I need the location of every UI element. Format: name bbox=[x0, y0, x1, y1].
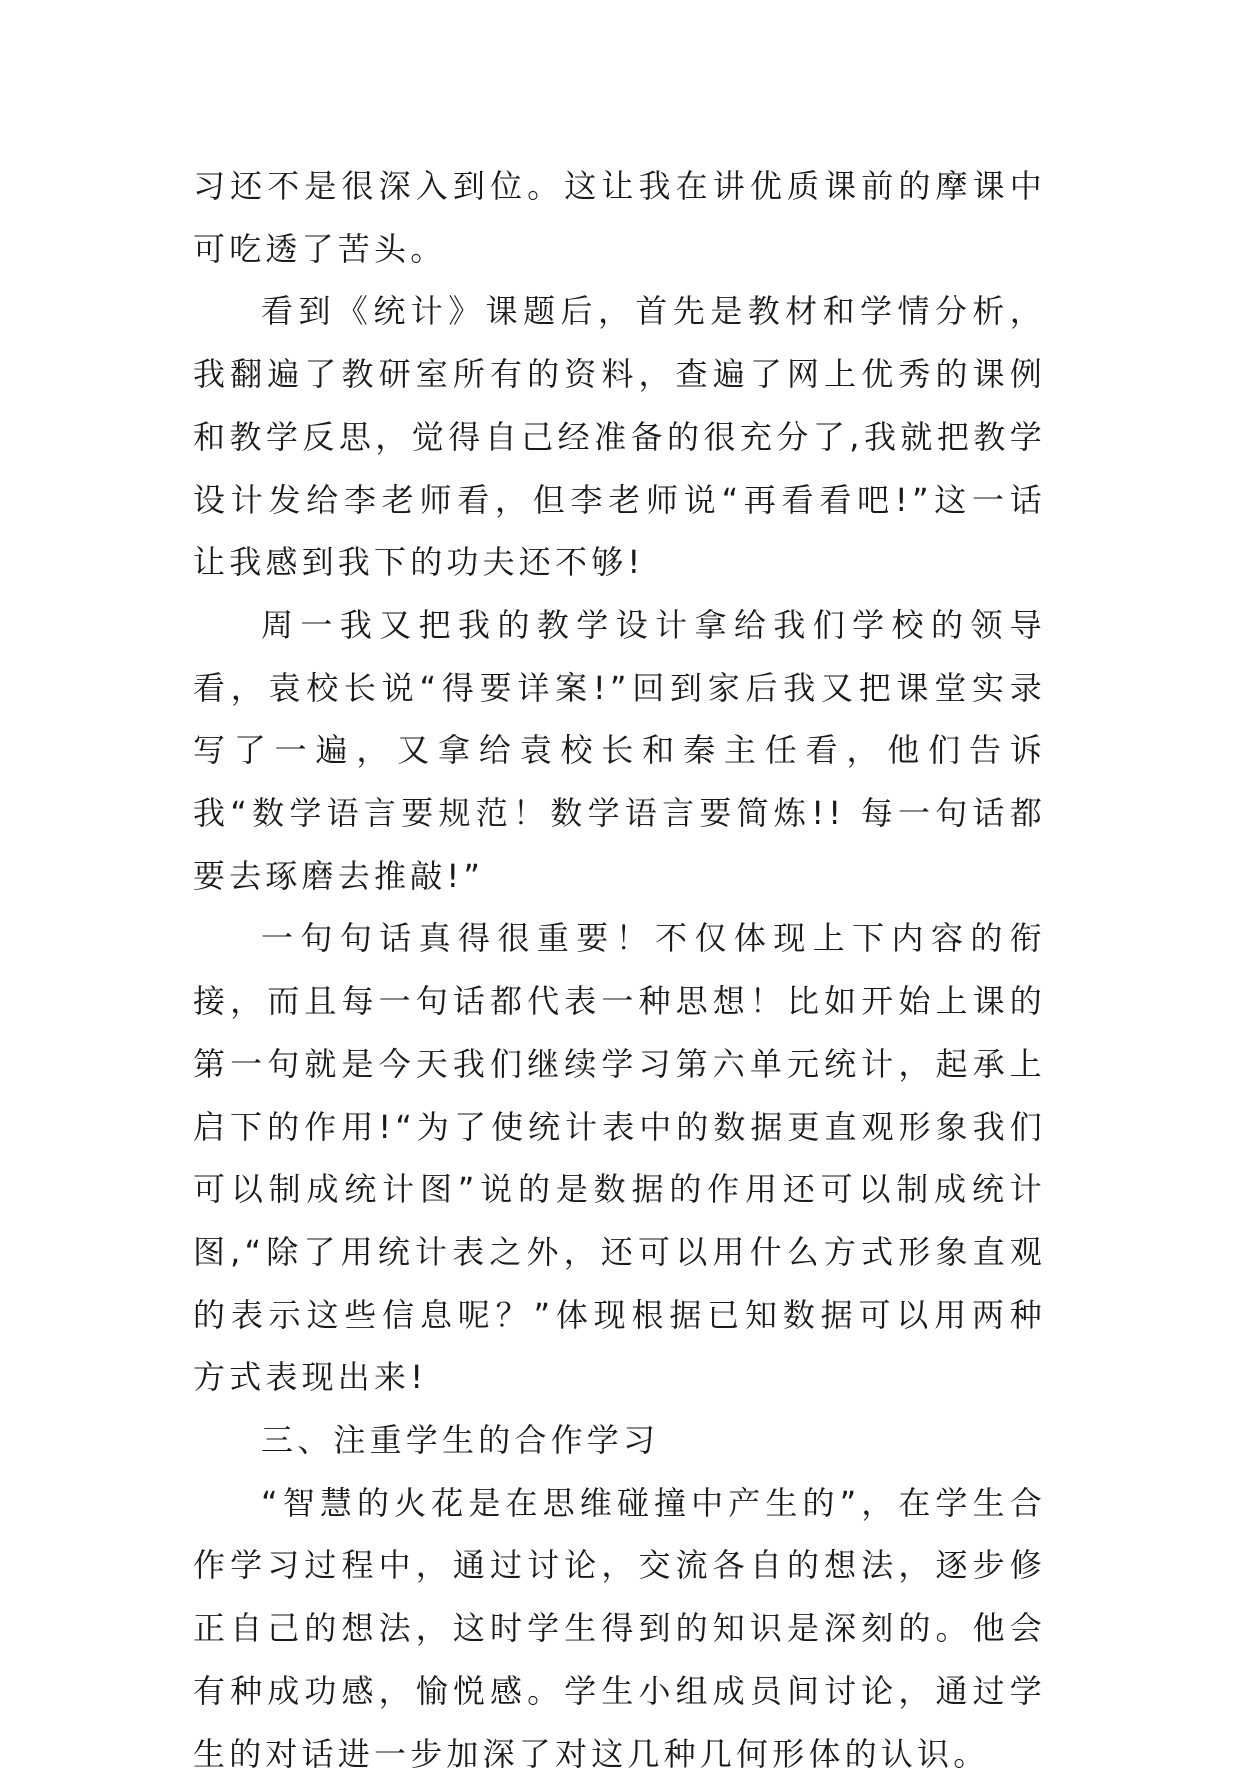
paragraph-teaching-design: 周一我又把我的教学设计拿给我们学校的领导看，袁校长说“得要详案!”回到家后我又把课堂实录写了一遍，又拿给袁校长和秦主任看，他们告诉我“数学语言要规范！数学语言要简炼!! 每一句话都要去琢磨去推敲!” bbox=[193, 605, 1046, 895]
paragraph-cooperative-learning: “智慧的火花是在思维碰撞中产生的”，在学生合作学习过程中，通过讨论，交流各自的想法，逐步修正自己的想法，这时学生得到的知识是深刻的。他会有种成功感，愉悦感。学生小组成员间讨论，通过学生的对话进一步加深了对这几种几何形体的认识。 bbox=[193, 1483, 1046, 1773]
document-body bbox=[193, 155, 1046, 1785]
section-heading-cooperative-learning: 三、注重学生的合作学习 bbox=[261, 1421, 660, 1460]
paragraph-continuation: 习还不是很深入到位。这让我在讲优质课前的摩课中可吃透了苦头。 bbox=[193, 167, 1046, 268]
paragraph-language-importance: 一句句话真得很重要！不仅体现上下内容的衔接，而且每一句话都代表一种思想！比如开始上课的第一句就是今天我们继续学习第六单元统计，起承上启下的作用!“为了使统计表中的数据更直观形象我们可以制成统计图”说的是数据的作用还可以制成统计图,“除了用统计表之外，还可以用什么方式形象直观的表示这些信息呢？”体现根据已知数据可以用两种方式表现出来! bbox=[193, 919, 1046, 1397]
paragraph-statistics-topic: 看到《统计》课题后，首先是教材和学情分析，我翻遍了教研室所有的资料，查遍了网上优秀的课例和教学反思，觉得自己经准备的很充分了,我就把教学设计发给李老师看，但李老师说“再看看吧!”这一话让我感到我下的功夫还不够! bbox=[193, 292, 1046, 582]
